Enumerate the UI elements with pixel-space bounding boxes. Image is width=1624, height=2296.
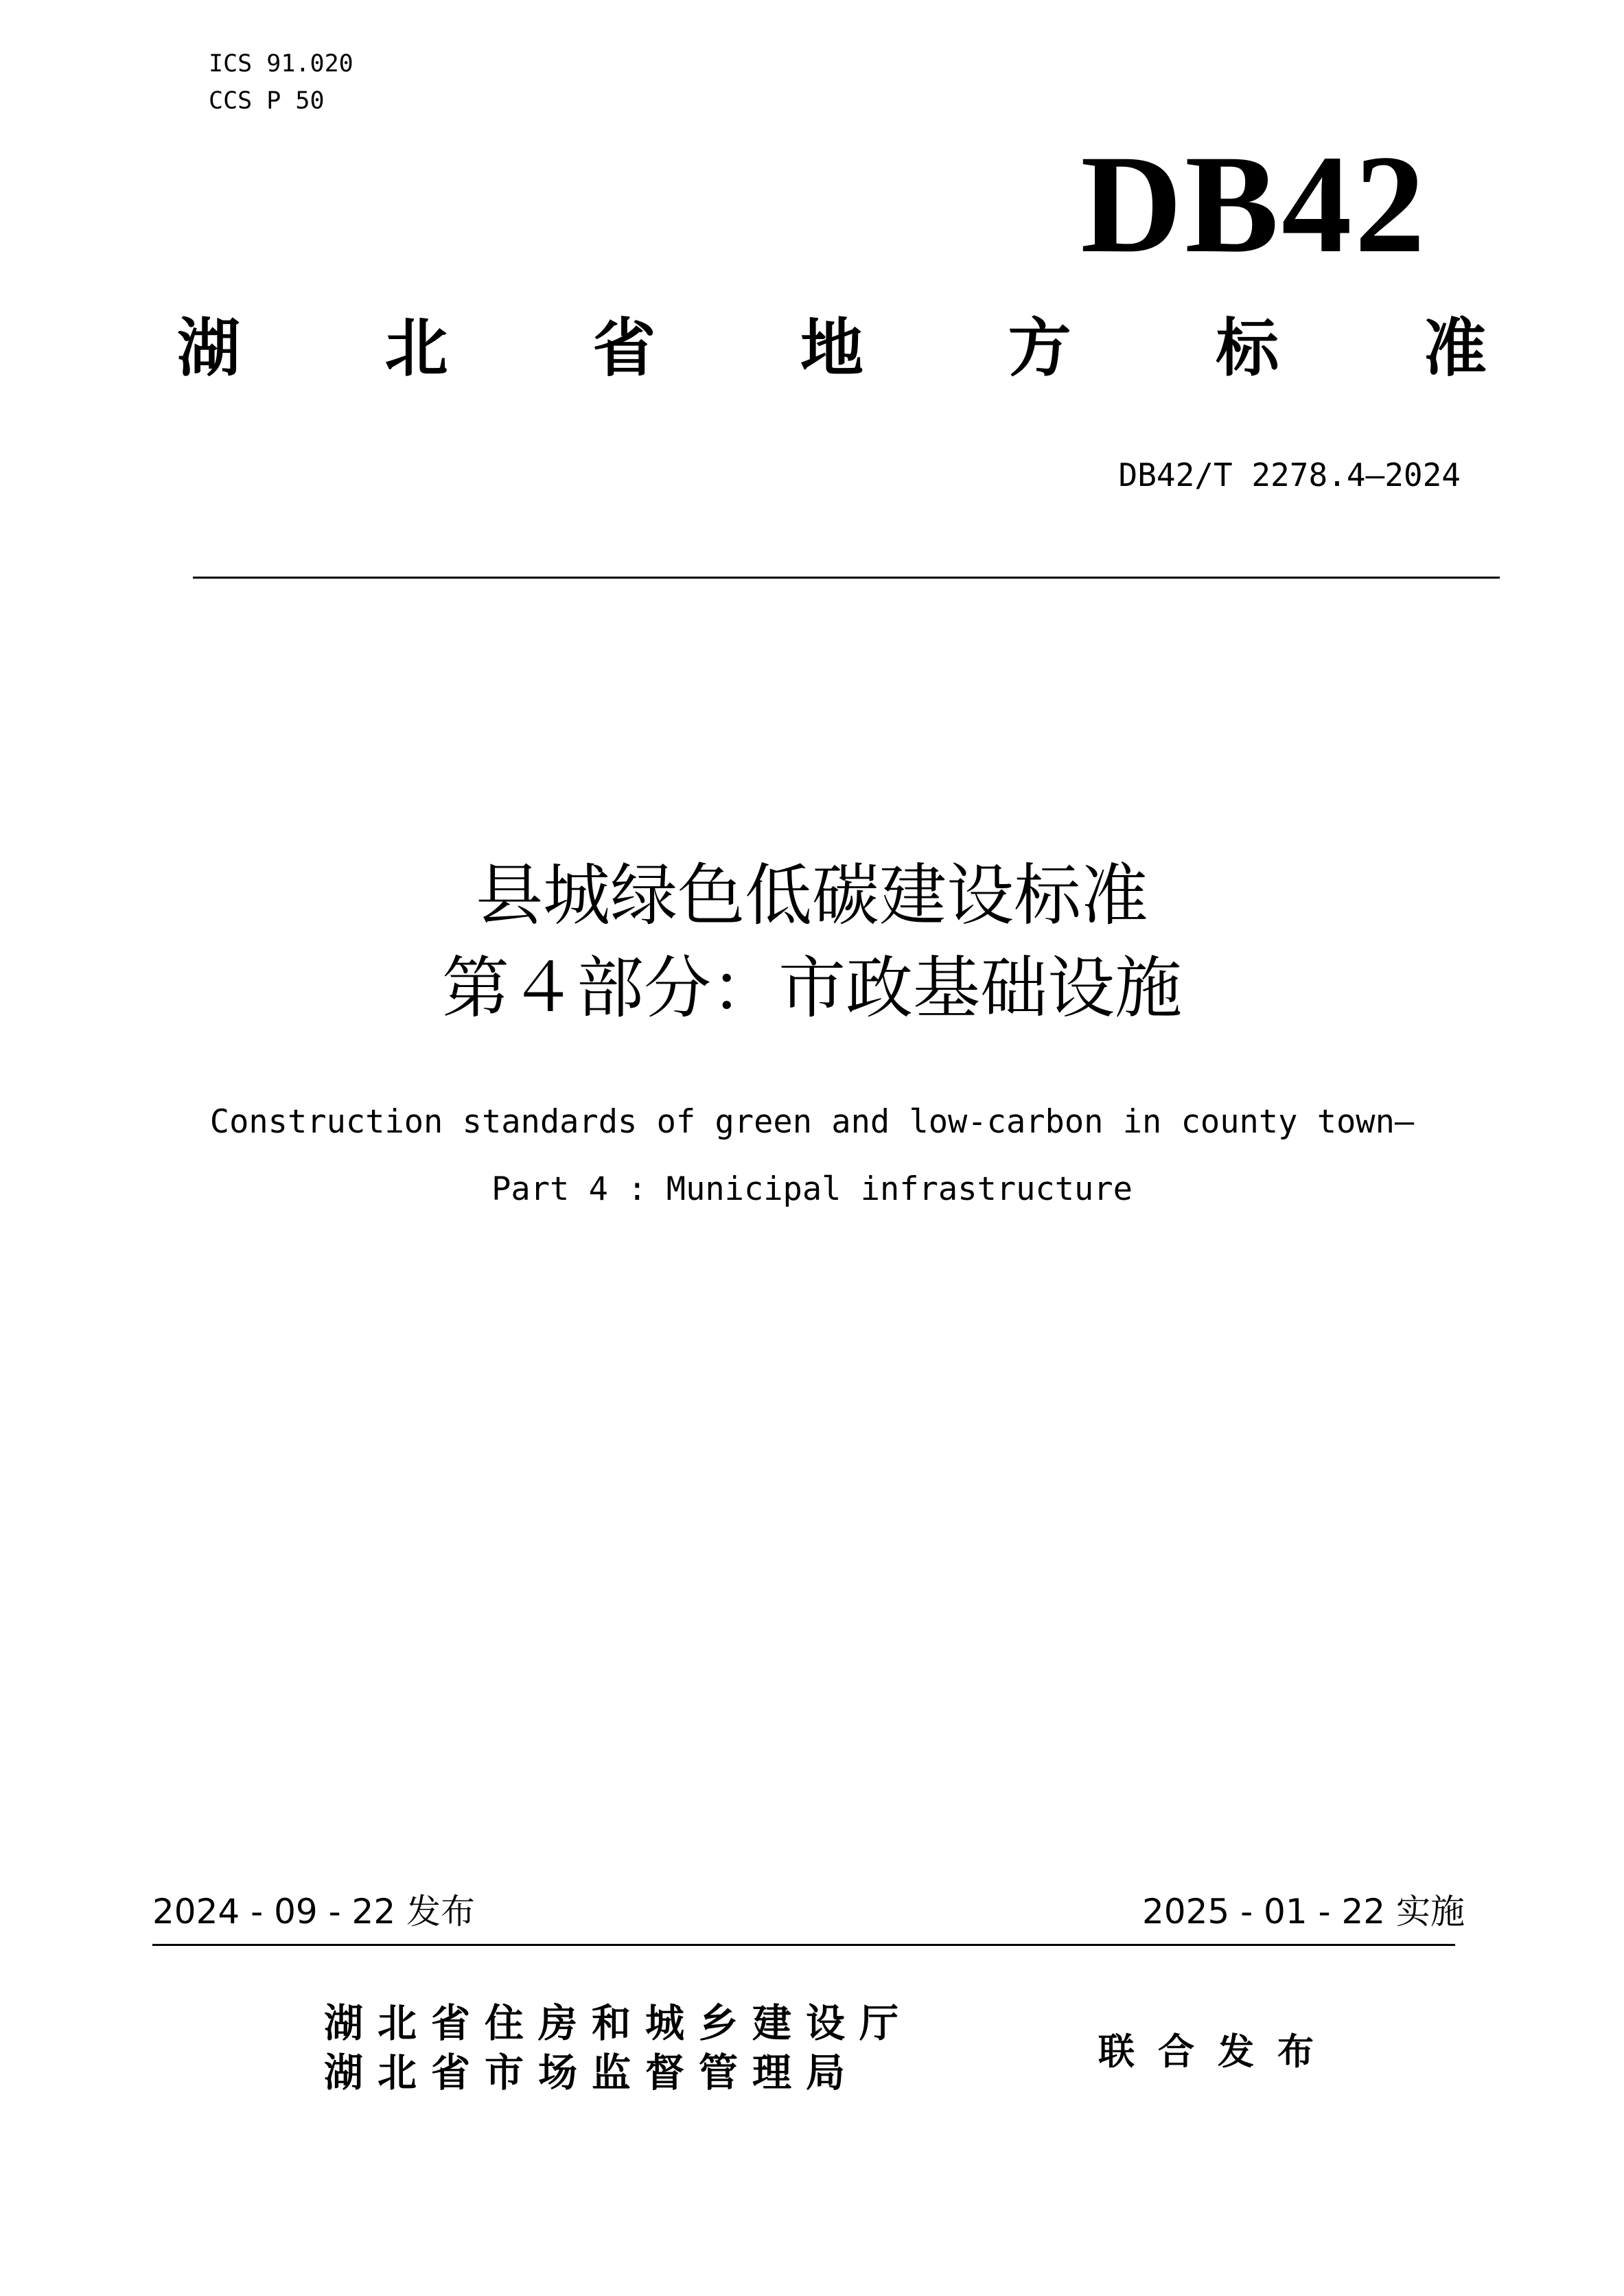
issue-date: 2024 - 09 - 22 发布	[152, 1892, 476, 1932]
title-english-line2: Part 4 : Municipal infrastructure	[491, 1170, 1133, 1208]
standard-type-char: 准	[1423, 312, 1487, 385]
issuer-market-regulation: 湖北省市场监督管理局	[324, 2050, 859, 2096]
title-chinese-line2: 第４部分：市政基础设施	[441, 949, 1182, 1028]
ics-code: ICS 91.020	[209, 50, 353, 78]
db42-logo: DB42	[1080, 126, 1428, 282]
joint-issue-label: 联合发布	[1098, 2031, 1337, 2073]
issuer-housing-department: 湖北省住房和城乡建设厅	[324, 2001, 913, 2046]
header-divider	[193, 577, 1500, 579]
standard-type-char: 地	[800, 312, 863, 385]
standard-type-char: 标	[1216, 312, 1279, 385]
standard-type-title	[177, 308, 1487, 390]
standard-type-char: 湖	[177, 312, 241, 385]
classification-codes	[209, 45, 353, 119]
implementation-date: 2025 - 01 - 22 实施	[1141, 1892, 1465, 1932]
standard-number: DB42/T 2278.4—2024	[1118, 456, 1461, 494]
footer-divider	[152, 1944, 1455, 1946]
title-english-line1: Construction standards of green and low-carbon in county town—	[209, 1103, 1415, 1141]
standard-type-char: 北	[384, 312, 448, 385]
standard-type-char: 方	[1008, 312, 1071, 385]
title-chinese-line1: 县城绿色低碳建设标准	[475, 857, 1148, 935]
issuing-authorities	[324, 1999, 913, 2098]
standard-type-char: 省	[592, 312, 656, 385]
ccs-code: CCS P 50	[209, 87, 325, 115]
